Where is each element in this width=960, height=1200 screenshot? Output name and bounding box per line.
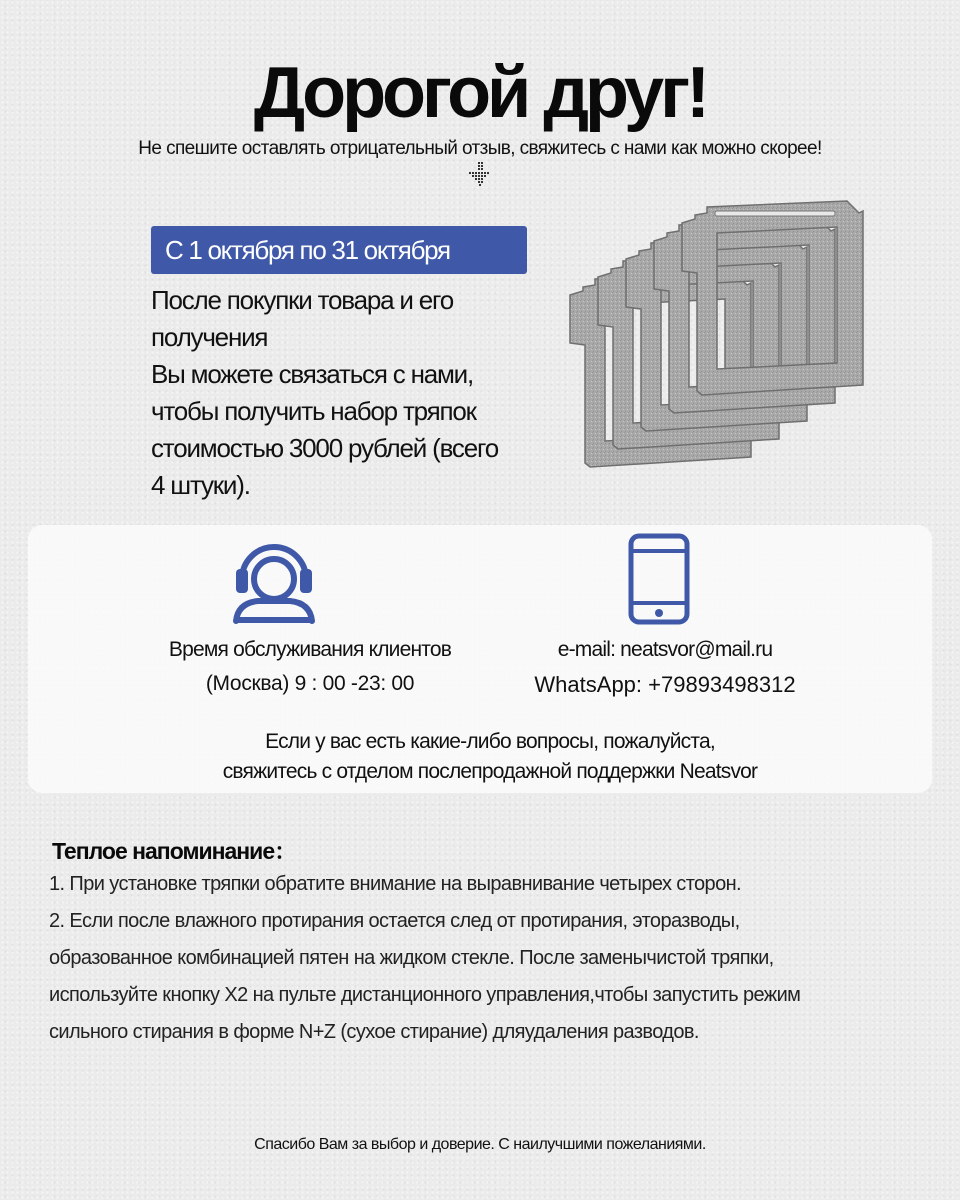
promo-line: Вы можете связаться с нами, [151,359,474,389]
promo-date-badge: С 1 октября по 31 октября [151,226,527,274]
reminder-line: образованное комбинацией пятен на жидком стекле. После заменычистой тряпки, [49,947,774,969]
service-hours-label: Время обслуживания клиентов [168,638,452,661]
dotted-arrow-down-icon [468,162,492,188]
customer-service-headset-icon [228,533,320,625]
mop-cloths-image [565,195,865,480]
reminder-title: Теплое напоминание： [52,838,297,864]
promo-description [151,282,541,504]
reminder-list [49,866,939,1051]
promo-line: чтобы получить набор тряпок [151,396,476,426]
support-note-line: свяжитесь с отделом послепродажной поддержки Neatsvor [222,760,758,783]
reminder-line: используйте кнопку X2 на пульте дистанционного управления,чтобы запустить режим [49,984,801,1006]
promo-line: получения [151,322,268,352]
reminder-line: 2. Если после влажного протирания остается след от протирания, эторазводы, [49,910,740,932]
promo-line: стоимостью 3000 рублей (всего [151,433,498,463]
page-title: Дорогой друг! [253,53,707,133]
promo-line: После покупки товара и его [151,285,453,315]
smartphone-icon [628,533,690,625]
reminder-line: 1. При установке тряпки обратите внимание на выравнивание четырех сторон. [49,873,742,895]
contact-email[interactable]: e-mail: neatsvor@mail.ru [557,638,773,661]
support-note-line: Если у вас есть какие-либо вопросы, пожалуйста, [265,730,715,753]
service-hours-value: (Москва) 9 : 00 -23: 00 [205,672,415,695]
page-subtitle: Не спешите оставлять отрицательный отзыв, свяжитесь с нами как можно скорее! [138,138,822,159]
reminder-line: сильного стирания в форме N+Z (сухое стирание) дляудаления разводов. [49,1021,699,1043]
contact-whatsapp[interactable]: WhatsApp: +79893498312 [534,672,796,697]
promo-line: 4 штуки). [151,470,250,500]
footer-thanks: Спасибо Вам за выбор и доверие. С наилучшими пожеланиями. [254,1136,706,1153]
